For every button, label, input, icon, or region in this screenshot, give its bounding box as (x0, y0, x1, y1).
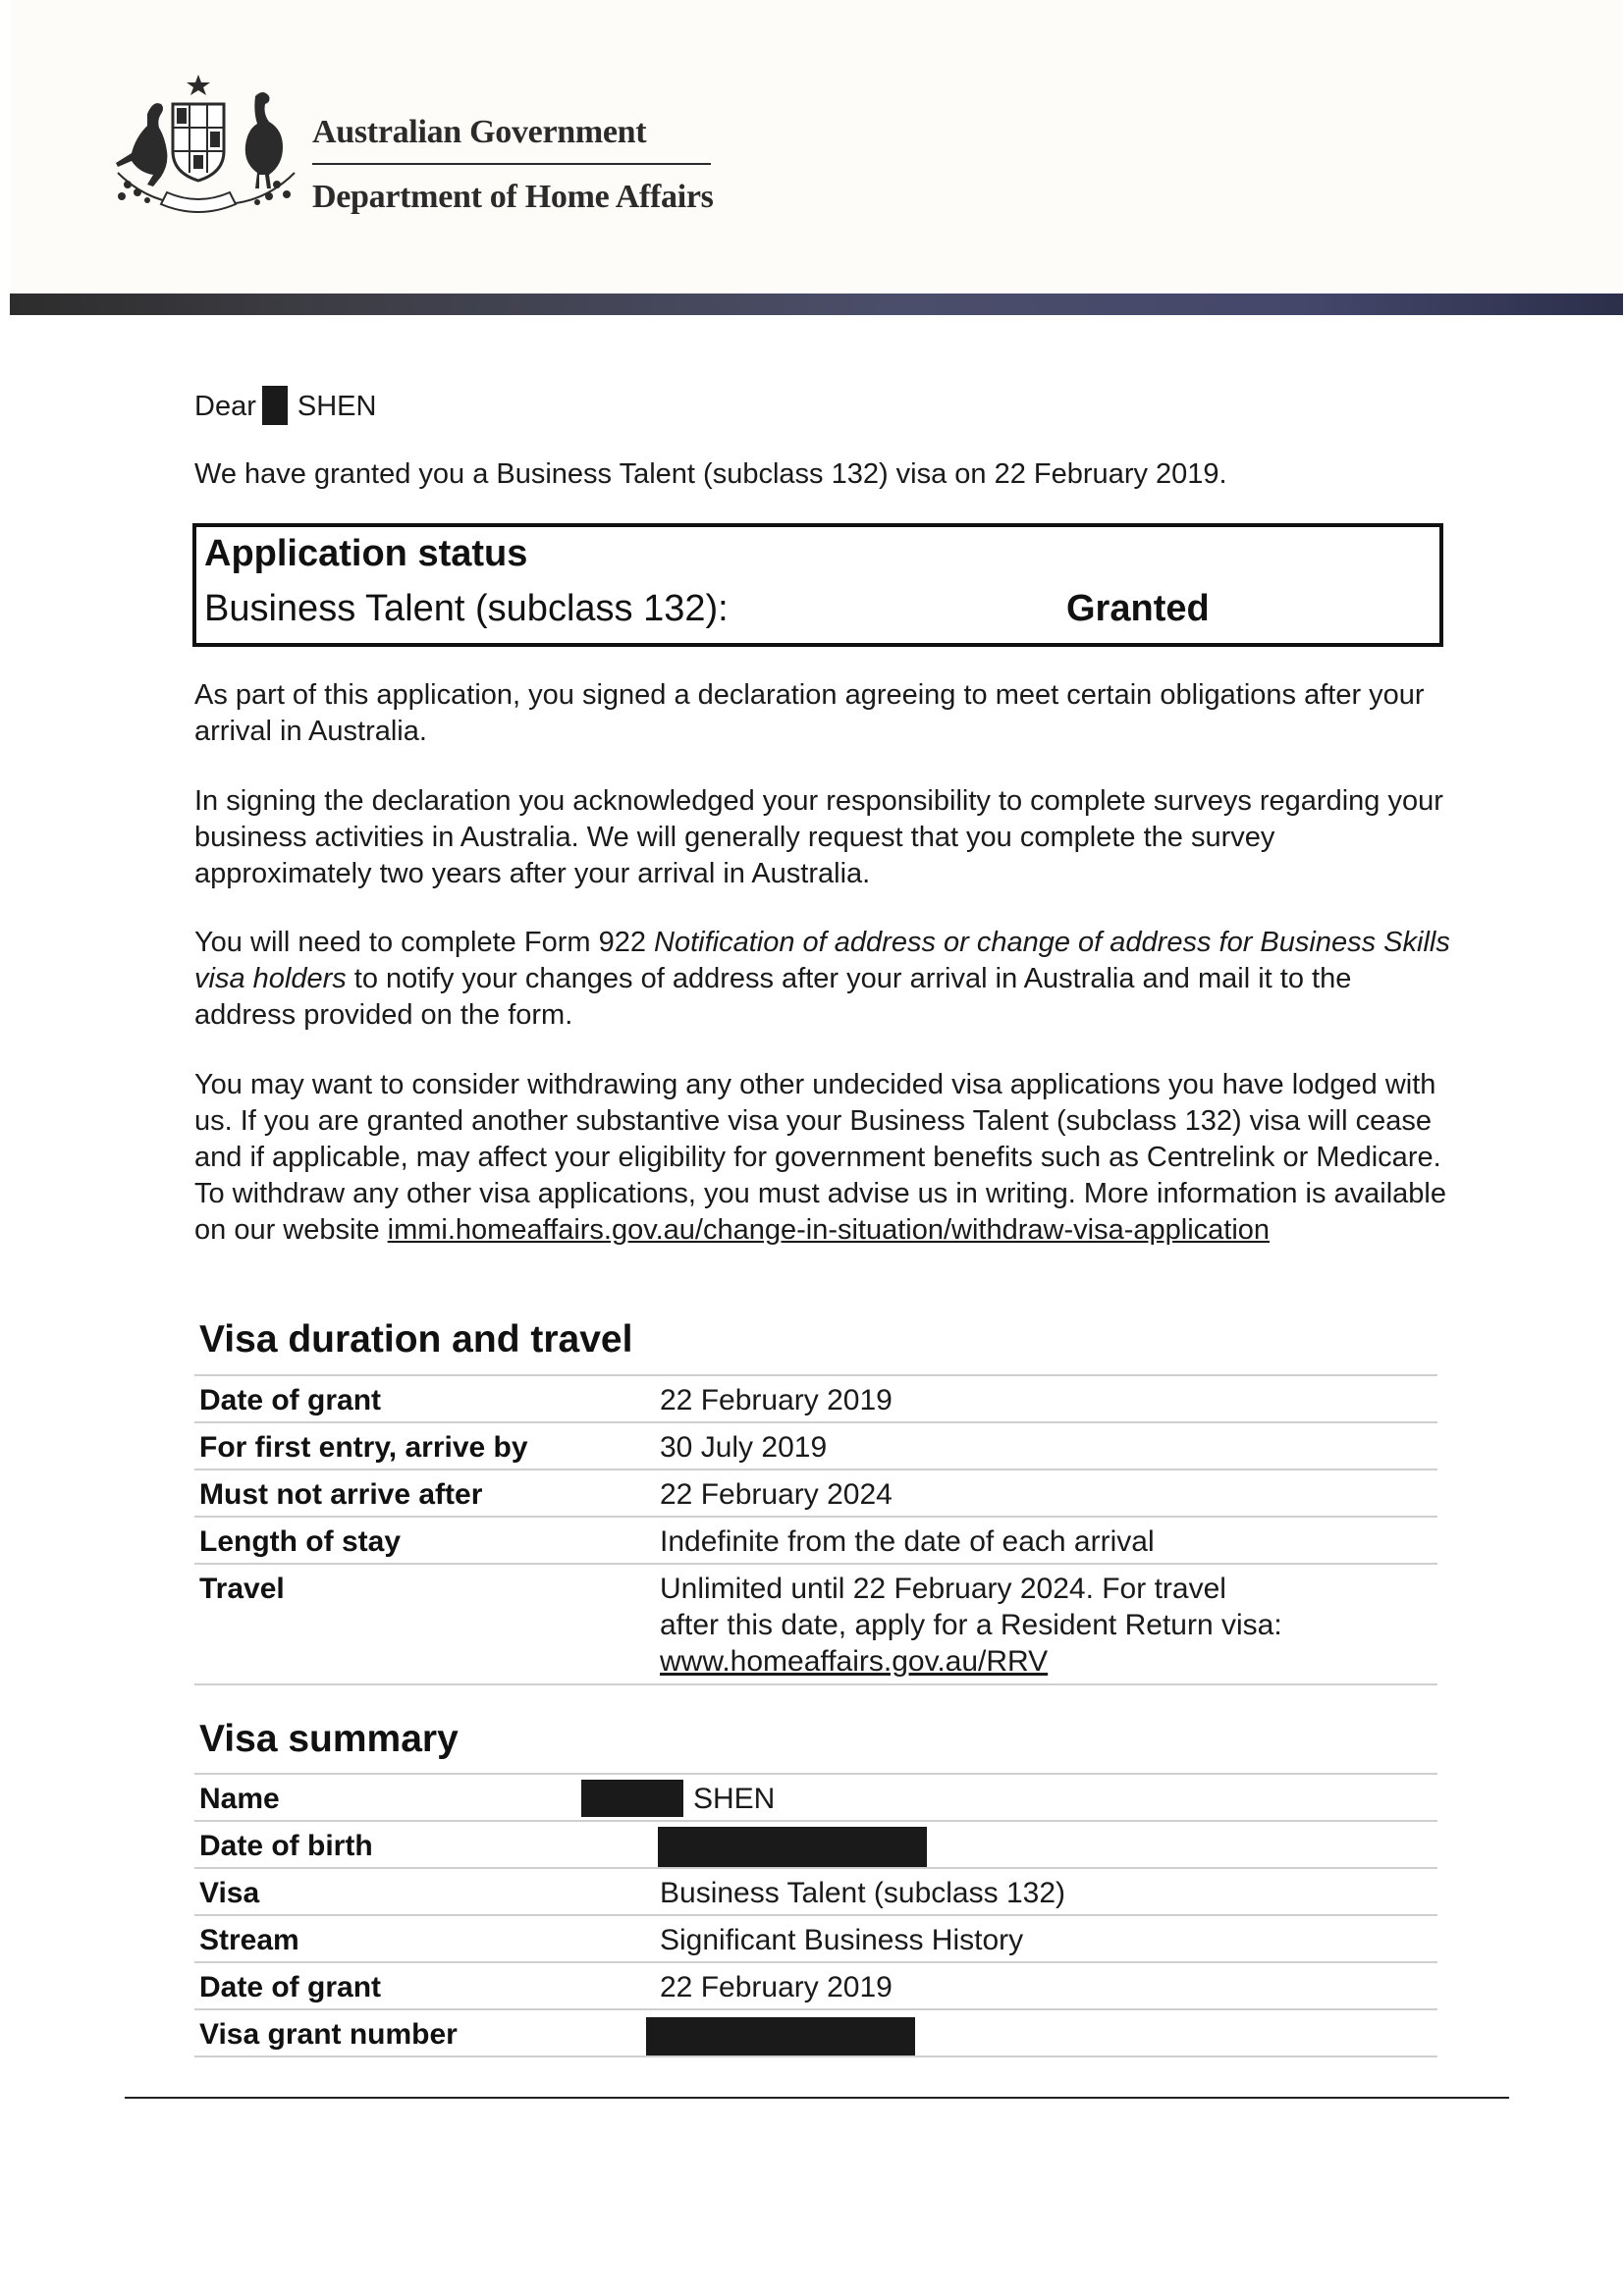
table-row (194, 1820, 1437, 1867)
row-value: 22 February 2019 (660, 1384, 893, 1416)
table-row (194, 1867, 1437, 1914)
redacted-given-name (262, 386, 288, 425)
table-row (194, 1961, 1437, 2008)
row-label: Stream (199, 1924, 299, 1956)
commonwealth-coat-of-arms-icon (108, 75, 304, 218)
travel-value-line-2: after this date, apply for a Resident Return visa: (660, 1609, 1282, 1641)
travel-value-line-1: Unlimited until 22 February 2024. For travel (660, 1573, 1226, 1605)
table-row (194, 2008, 1437, 2056)
salutation-word: Dear (194, 391, 256, 422)
table-row (194, 1421, 1437, 1468)
salutation-surname: SHEN (297, 391, 377, 422)
row-label: Date of grant (199, 1384, 382, 1416)
travel-section-heading: Visa duration and travel (199, 1318, 633, 1361)
row-label: Travel (199, 1573, 285, 1605)
status-title: Application status (204, 533, 528, 574)
status-box-divider (1058, 527, 1060, 643)
row-label: For first entry, arrive by (199, 1431, 528, 1464)
footer-divider (125, 2097, 1509, 2099)
letterhead (10, 0, 1623, 294)
paragraph-withdraw-text: You may want to consider withdrawing any other undecided visa applications you have lodged with us. If you are granted another substantive visa your Business Talent (subclass 132) visa will cease and if applicable, may affect your eligibility for government benefits such as Centrelink or Medicare. To withdraw any other visa applications, you must advise us in writing. More information is available on our website (194, 1069, 1446, 1246)
travel-table (194, 1374, 1437, 1685)
grant-sentence: We have granted you a Business Talent (subclass 132) visa on 22 February 2019. (194, 458, 1227, 490)
header-color-band (10, 294, 1623, 315)
summary-section-heading: Visa summary (199, 1718, 459, 1760)
row-label: Date of grant (199, 1971, 382, 2003)
row-label: Date of birth (199, 1830, 373, 1862)
paragraph-withdraw (194, 1067, 1451, 1249)
row-label: Must not arrive after (199, 1478, 483, 1511)
header-divider (312, 163, 711, 165)
application-status-box (192, 523, 1443, 647)
status-visa-name: Business Talent (subclass 132): (204, 588, 729, 629)
redacted-given-name (581, 1780, 683, 1817)
table-bottom-rule (194, 2056, 1437, 2057)
row-value: Significant Business History (660, 1924, 1024, 1956)
table-row (194, 1374, 1437, 1421)
row-label: Visa grant number (199, 2018, 458, 2051)
form-922-title: Notification of address or change of address for Business Skills visa holders (194, 927, 1450, 994)
row-label: Length of stay (199, 1525, 402, 1558)
row-label: Visa (199, 1877, 260, 1909)
redacted-date-of-birth (658, 1827, 927, 1868)
row-value: Business Talent (subclass 132) (660, 1877, 1065, 1909)
row-value: 22 February 2019 (660, 1971, 893, 2003)
row-value (660, 1571, 1282, 1680)
table-bottom-rule (194, 1683, 1437, 1685)
paragraph-form-922-b: to notify your changes of address after your arrival in Australia and mail it to the address provided on the form. (194, 963, 1352, 1031)
row-value: 22 February 2024 (660, 1478, 893, 1511)
withdraw-visa-link[interactable]: immi.homeaffairs.gov.au/change-in-situation/withdraw-visa-application (387, 1214, 1271, 1246)
resident-return-visa-link[interactable]: www.homeaffairs.gov.au/RRV (660, 1645, 1049, 1678)
paragraph-surveys: In signing the declaration you acknowledged your responsibility to complete surveys regarding your business activities in Australia. We will generally request that you complete the survey approximately two years after your arrival in Australia. (194, 785, 1443, 889)
table-row (194, 1468, 1437, 1516)
government-name: Australian Government (312, 114, 647, 150)
status-value: Granted (1066, 588, 1210, 629)
row-value: SHEN (693, 1783, 776, 1815)
row-label: Name (199, 1783, 280, 1815)
table-row (194, 1516, 1437, 1563)
salutation (194, 386, 1451, 425)
table-row (194, 1914, 1437, 1961)
redacted-visa-grant-number (646, 2017, 915, 2056)
table-row (194, 1773, 1437, 1820)
summary-table (194, 1773, 1437, 2057)
paragraph-form-922 (194, 925, 1451, 1034)
row-value: Indefinite from the date of each arrival (660, 1525, 1155, 1558)
row-value: 30 July 2019 (660, 1431, 828, 1464)
table-row (194, 1563, 1437, 1683)
paragraph-obligations: As part of this application, you signed a declaration agreeing to meet certain obligations after your arrival in Australia. (194, 679, 1425, 747)
department-name: Department of Home Affairs (312, 179, 714, 215)
paragraph-form-922-a: You will need to complete Form 922 (194, 927, 655, 958)
